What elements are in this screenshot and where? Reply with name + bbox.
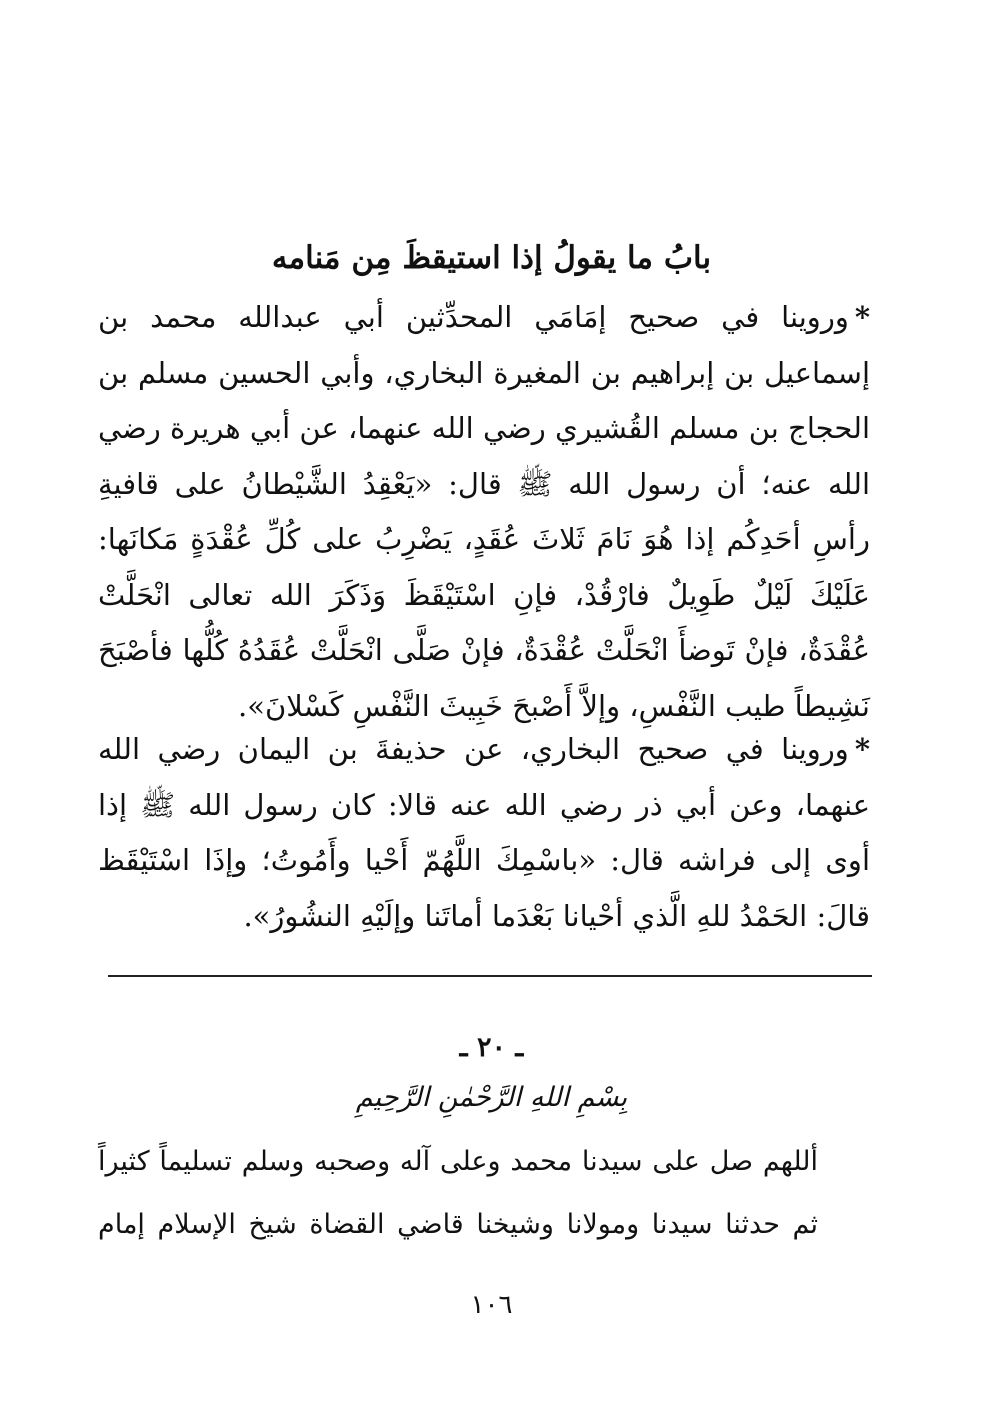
paragraph-sleep-knots	[98, 290, 870, 734]
intro-line: ثم حدثنا سيدنا ومولانا وشيخنا قاضي القضاة شيخ الإسلام إمام	[98, 1209, 818, 1240]
paragraph-waking-supplication	[98, 722, 870, 944]
horizontal-divider	[108, 975, 872, 977]
intro-line: أللهم صل على سيدنا محمد وعلى آله وصحبه وسلم تسليماً كثيراً	[98, 1146, 818, 1177]
asterisk-bullet-icon: *	[854, 300, 870, 334]
page-number: ١٠٦	[470, 1290, 513, 1320]
chapter-title: بابُ ما يقولُ إذا استيقظَ مِن مَنامه	[271, 240, 712, 276]
basmala-calligraphy: بِسْمِ اللهِ الرَّحْمٰنِ الرَّحِيمِ	[355, 1082, 628, 1113]
asterisk-bullet-icon: *	[854, 732, 870, 766]
section-marker: ـ ٢٠ ـ	[459, 1032, 524, 1063]
paragraph-text: وروينا في صحيح إمَامَي المحدِّثين أبي عبدالله محمد بن إسماعيل بن إبراهيم بن المغيرة البخاري، وأبي الحسين مسلم بن الحجاج بن مسلم القُشيري رضي الله عنهما، عن أبي هريرة رضي الله عنه؛ أن رسول الله ﷺ قال: «يَعْقِدُ الشَّيْطانُ على قافيةِ رأسِ أحَدِكُم إذا هُوَ نَامَ ثَلاثَ عُقَدٍ، يَضْرِبُ على كُلِّ عُقْدَةٍ مَكانَها: عَلَيْكَ لَيْلٌ طَوِيلٌ فارْقُدْ، فإنِ اسْتَيْقَظَ وَذَكَرَ الله تعالى انْحَلَّتْ عُقْدَةٌ، فإنْ تَوضأَ انْحَلَّتْ عُقْدَةٌ، فإنْ صَلَّى انْحَلَّتْ عُقَدُهُ كُلُّها فأصْبَحَ نَشِيطاً طيب النَّفْسِ، وإلاَّ أَصْبحَ خَبِيثَ النَّفْسِ كَسْلانَ».	[98, 300, 870, 723]
paragraph-text: وروينا في صحيح البخاري، عن حذيفةَ بن اليمان رضي الله عنهما، وعن أبي ذر رضي الله عنه قالا: كان رسول الله ﷺ إذا أوى إلى فراشه قال: «باسْمِكَ اللَّهُمّ أَحْيا وأَمُوتُ؛ وإذَا اسْتَيْقَظ قالَ: الحَمْدُ للهِ الَّذي أحْيانا بَعْدَما أماتَنا وإلَيْهِ النشُورُ».	[98, 732, 870, 933]
